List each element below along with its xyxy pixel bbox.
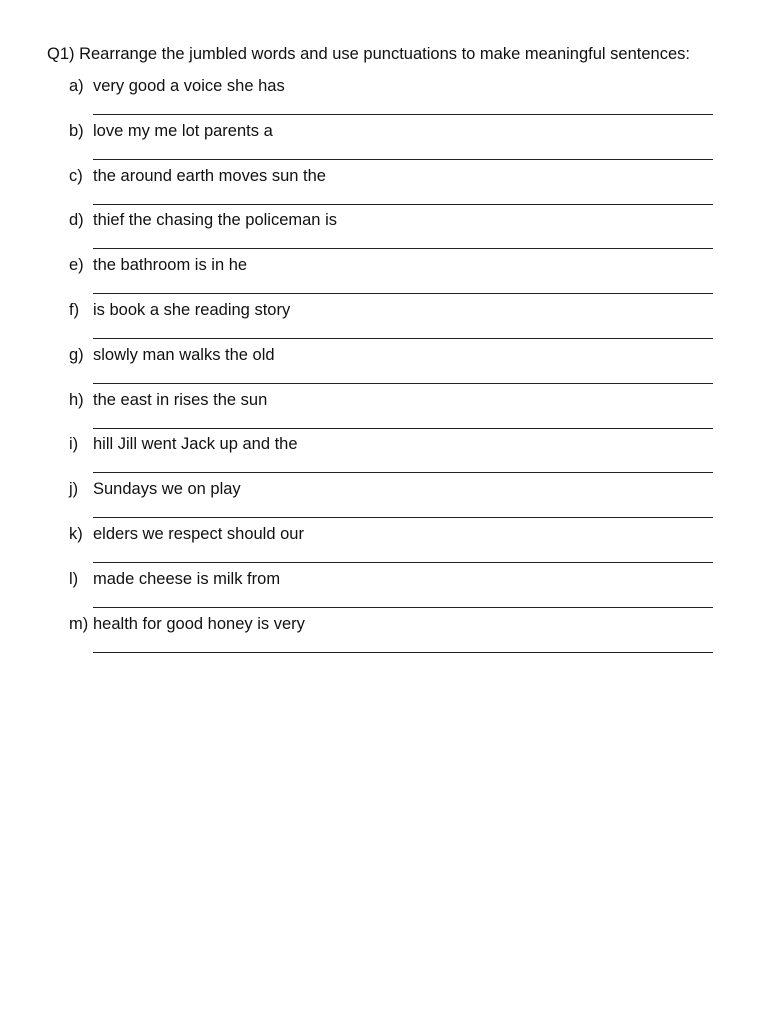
- question-heading: Q1) Rearrange the jumbled words and use punctuations to make meaningful sentences:: [47, 45, 690, 63]
- answer-line: [93, 562, 713, 563]
- jumbled-sentence: slowly man walks the old: [93, 345, 275, 364]
- item-letter: j): [69, 480, 79, 499]
- list-item: [0, 120, 768, 165]
- jumbled-sentence: the bathroom is in he: [93, 256, 248, 275]
- item-letter: b): [69, 121, 84, 140]
- answer-line: [93, 293, 713, 294]
- list-item: [0, 75, 768, 120]
- list-item: [0, 613, 768, 658]
- list-item: [0, 209, 768, 254]
- answer-line: [93, 159, 713, 160]
- list-item: [0, 389, 768, 434]
- answer-line: [93, 383, 713, 384]
- jumbled-sentence: the around earth moves sun the: [93, 166, 326, 185]
- item-letter: c): [69, 166, 83, 185]
- item-letter: i): [69, 435, 79, 454]
- jumbled-sentence: Sundays we on play: [93, 480, 241, 499]
- jumbled-sentence: elders we respect should our: [93, 524, 304, 543]
- list-item: [0, 433, 768, 478]
- item-letter: a): [69, 77, 84, 95]
- answer-line: [93, 248, 713, 249]
- answer-line: [93, 428, 713, 429]
- jumbled-sentence: is book a she reading story: [93, 300, 291, 319]
- answer-line: [93, 517, 713, 518]
- answer-line: [93, 652, 713, 653]
- answer-line: [93, 204, 713, 205]
- item-letter: l): [69, 569, 79, 588]
- item-letter: g): [69, 345, 84, 364]
- jumbled-sentence: thief the chasing the policeman is: [93, 211, 337, 230]
- list-item: [0, 568, 768, 613]
- list-item: [0, 165, 768, 210]
- list-item: [0, 478, 768, 523]
- jumbled-sentence-list: [0, 75, 768, 657]
- item-letter: f): [69, 300, 80, 319]
- answer-line: [93, 338, 713, 339]
- item-letter: e): [69, 256, 84, 275]
- answer-line: [93, 472, 713, 473]
- list-item: [0, 299, 768, 344]
- item-letter: d): [69, 211, 84, 230]
- answer-line: [93, 607, 713, 608]
- jumbled-sentence: made cheese is milk from: [93, 569, 281, 588]
- jumbled-sentence: hill Jill went Jack up and the: [93, 435, 298, 454]
- list-item: [0, 523, 768, 568]
- jumbled-sentence: the east in rises the sun: [93, 390, 268, 409]
- item-letter: k): [69, 524, 83, 543]
- list-item: [0, 254, 768, 299]
- answer-line: [93, 114, 713, 115]
- item-letter: m): [69, 614, 89, 633]
- list-item: [0, 344, 768, 389]
- item-letter: h): [69, 390, 84, 409]
- jumbled-sentence: health for good honey is very: [93, 614, 305, 633]
- jumbled-sentence: love my me lot parents a: [93, 121, 273, 140]
- jumbled-sentence: very good a voice she has: [93, 77, 285, 95]
